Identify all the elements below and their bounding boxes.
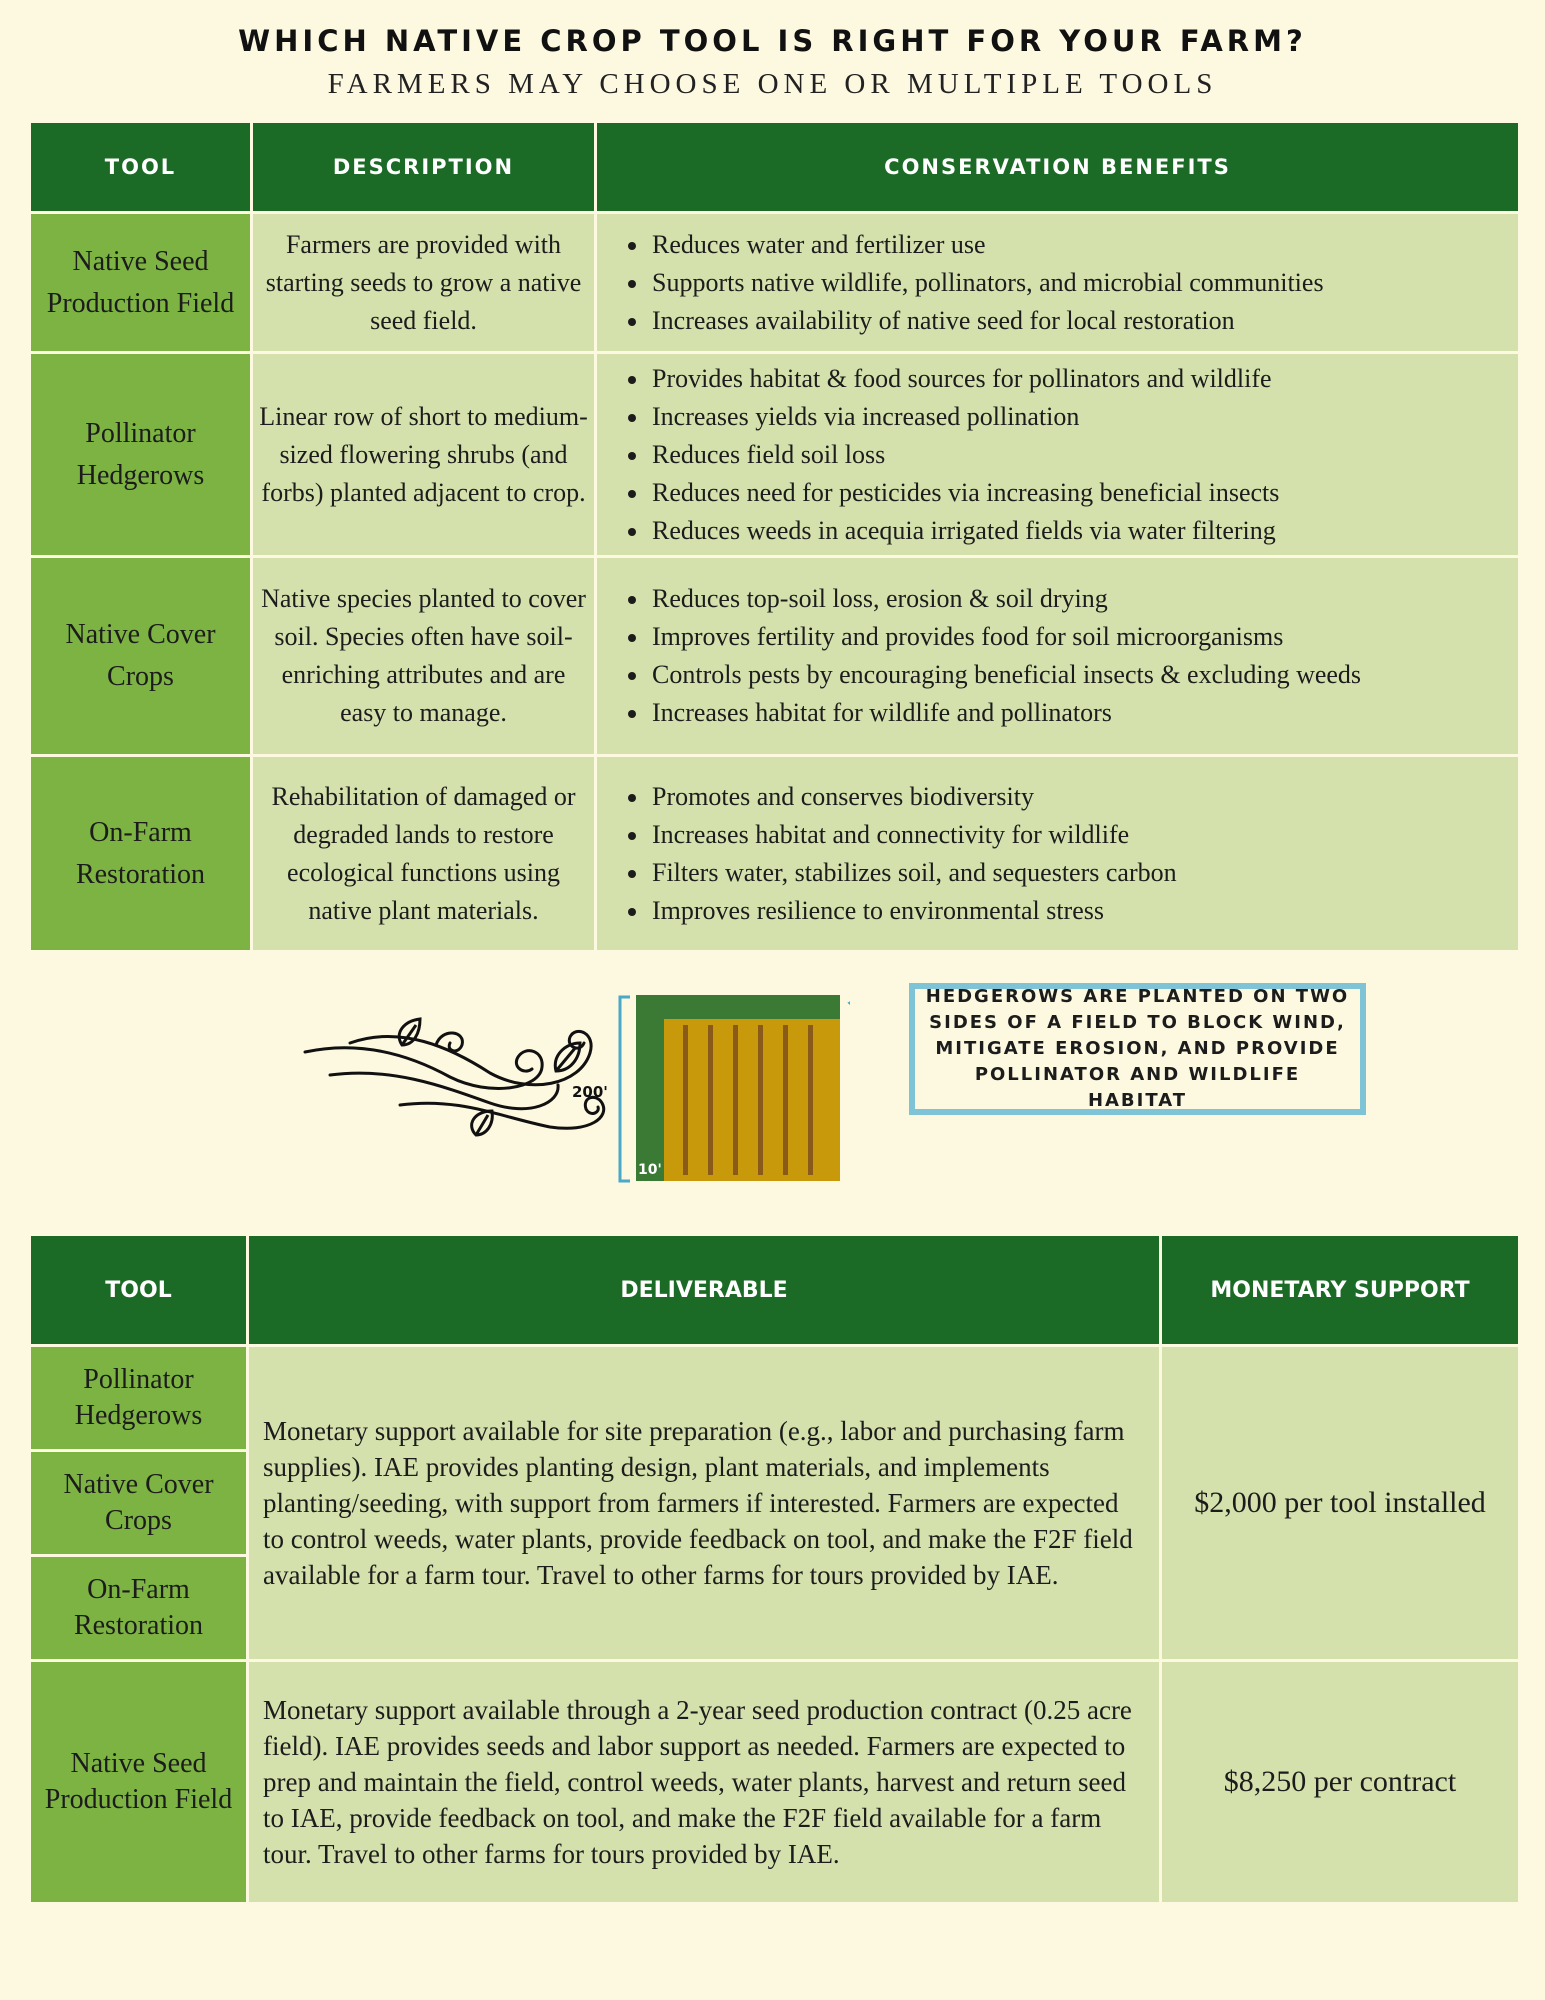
hedgerow-top (636, 995, 840, 1019)
tools-table (28, 120, 1521, 953)
benefits-list (598, 580, 1517, 732)
list-item: • Improves fertility and provides food for soil microorganisms (650, 618, 1517, 656)
header-monetary-support: MONETARY SUPPORT (1161, 1235, 1520, 1346)
list-item: • Reduces field soil loss (650, 436, 1517, 474)
tool-name: Pollinator Hedgerows (30, 353, 252, 557)
table-row (30, 557, 1520, 756)
leaf-icon (399, 1019, 580, 1135)
deliverable-text: Monetary support available for site preparation (e.g., labor and purchasing farm supplies). IAE provides planting design, plant materials, and implements planting/seeding, with support from farmers if interested. Farmers are expected to control weeds, water plants, provide feedback on tool, and make the F2F field available for a farm tour. Travel to other farms for tours provided by IAE. (248, 1346, 1161, 1661)
hedgerow-callout: HEDGEROWS ARE PLANTED ON TWO SIDES OF A FIELD TO BLOCK WIND, MITIGATE EROSION, AND PROVIDE POLLINATOR AND WILDLIFE HABITAT (909, 983, 1366, 1115)
tool-name: Native Seed Production Field (30, 1661, 248, 1904)
crop-field (664, 1019, 840, 1181)
table-row (30, 213, 1520, 353)
page-title: WHICH NATIVE CROP TOOL IS RIGHT FOR YOUR FARM? (238, 24, 1307, 58)
header-tool: TOOL (30, 1235, 248, 1346)
tool-name: Native Cover Crops (30, 1451, 248, 1556)
crop-row (683, 1025, 688, 1175)
list-item: • Provides habitat & food sources for pollinators and wildlife (650, 360, 1517, 398)
page-subtitle: FARMERS MAY CHOOSE ONE OR MULTIPLE TOOLS (327, 68, 1218, 100)
benefits-cell (596, 756, 1520, 952)
hedgerow-left (636, 995, 664, 1181)
monetary-support-value: $2,000 per tool installed (1161, 1346, 1520, 1661)
list-item: • Supports native wildlife, pollinators, and microbial communities (650, 264, 1517, 302)
benefits-list (598, 778, 1517, 930)
table-row (30, 1346, 1520, 1451)
header-tool: TOOL (30, 122, 252, 213)
header-description: DESCRIPTION (252, 122, 596, 213)
monetary-support-value: $8,250 per contract (1161, 1661, 1520, 1904)
support-table (28, 1233, 1521, 1905)
benefits-cell (596, 353, 1520, 557)
crop-row (708, 1025, 713, 1175)
measure-bracket (620, 997, 630, 1181)
crop-row (808, 1025, 813, 1175)
list-item: • Controls pests by encouraging beneficial insects & excluding weeds (650, 656, 1517, 694)
benefits-cell (596, 213, 1520, 353)
list-item: • Reduces top-soil loss, erosion & soil drying (650, 580, 1517, 618)
tool-description: Native species planted to cover soil. Species often have soil-enriching attributes and are easy to manage. (252, 557, 596, 756)
crop-row (733, 1025, 738, 1175)
wind-icon (305, 1031, 604, 1128)
table-row (30, 756, 1520, 952)
list-item: • Improves resilience to environmental stress (650, 892, 1517, 930)
crop-row (783, 1025, 788, 1175)
list-item: • Reduces need for pesticides via increasing beneficial insects (650, 474, 1517, 512)
list-item: • Reduces weeds in acequia irrigated fields via water filtering (650, 512, 1517, 550)
width-label: 10' (638, 1162, 662, 1178)
header-conservation-benefits: CONSERVATION BENEFITS (596, 122, 1520, 213)
tool-description: Farmers are provided with starting seeds to grow a native seed field. (252, 213, 596, 353)
table-row (30, 1661, 1520, 1904)
support-table-header-row (30, 1235, 1520, 1346)
tool-description: Rehabilitation of damaged or degraded lands to restore ecological functions using native plant materials. (252, 756, 596, 952)
tool-description: Linear row of short to medium-sized flowering shrubs (and forbs) planted adjacent to crop. (252, 353, 596, 557)
benefits-list (598, 360, 1517, 550)
benefits-list (598, 226, 1517, 340)
list-item: • Increases yields via increased pollination (650, 398, 1517, 436)
deliverable-text: Monetary support available through a 2-year seed production contract (0.25 acre field). IAE provides seeds and labor support as needed. Farmers are expected to prep and maintain the field, control weeds, water plants, harvest and return seed to IAE, provide feedback on tool, and make the F2F field available for a farm tour. Travel to other farms for tours provided by IAE. (248, 1661, 1161, 1904)
tool-name: Native Seed Production Field (30, 213, 252, 353)
tool-name: On-Farm Restoration (30, 756, 252, 952)
crop-row (758, 1025, 763, 1175)
list-item: • Reduces water and fertilizer use (650, 226, 1517, 264)
length-label: 200' (572, 1083, 608, 1101)
tool-name: Pollinator Hedgerows (30, 1346, 248, 1451)
hedgerow-diagram (290, 985, 850, 1185)
list-item: • Increases habitat for wildlife and pollinators (650, 694, 1517, 732)
benefits-cell (596, 557, 1520, 756)
list-item: • Promotes and conserves biodiversity (650, 778, 1517, 816)
tools-table-header-row (30, 122, 1520, 213)
table-row (30, 353, 1520, 557)
list-item: • Increases availability of native seed for local restoration (650, 302, 1517, 340)
tool-name: On-Farm Restoration (30, 1556, 248, 1661)
header-deliverable: DELIVERABLE (248, 1235, 1161, 1346)
tool-name: Native Cover Crops (30, 557, 252, 756)
list-item: • Filters water, stabilizes soil, and sequesters carbon (650, 854, 1517, 892)
list-item: • Increases habitat and connectivity for wildlife (650, 816, 1517, 854)
